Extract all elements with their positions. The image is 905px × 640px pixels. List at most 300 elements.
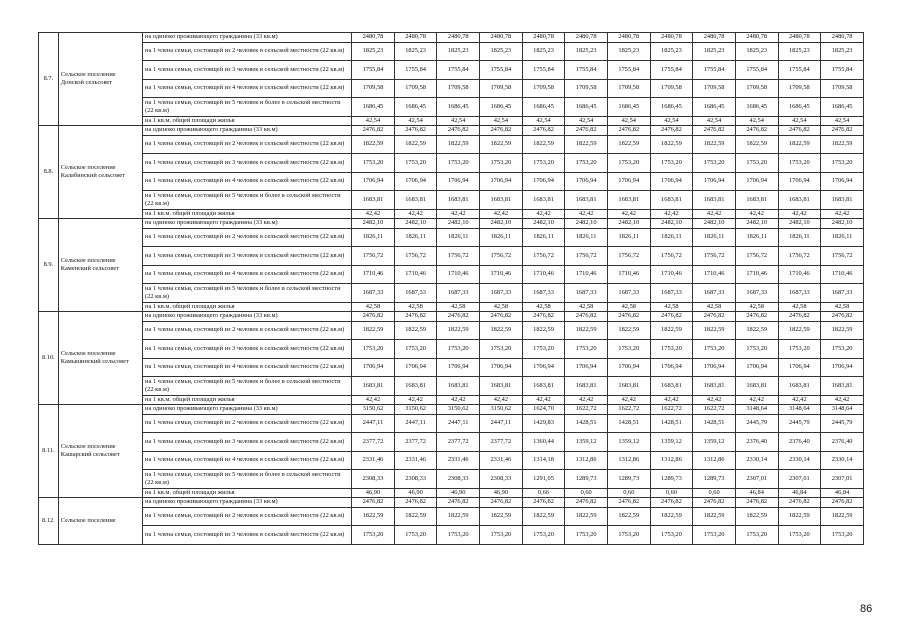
rate-value-cell: 2476,82 bbox=[565, 498, 608, 508]
rate-value-cell: 1687,33 bbox=[607, 284, 650, 303]
rate-value-cell: 2445,79 bbox=[821, 414, 864, 433]
rate-value-cell: 1822,59 bbox=[437, 507, 480, 526]
rate-value-cell: 1706,94 bbox=[735, 172, 778, 191]
rate-value-cell: 1755,84 bbox=[607, 61, 650, 80]
rate-value-cell: 1686,45 bbox=[693, 98, 736, 117]
rate-value-cell: 42,42 bbox=[565, 209, 608, 219]
rate-value-cell: 42,54 bbox=[522, 116, 565, 126]
rate-value-cell: 1755,84 bbox=[565, 61, 608, 80]
rate-value-cell: 2377,72 bbox=[480, 433, 523, 452]
rate-value-cell: 2482,10 bbox=[480, 219, 523, 229]
row-description: на 1 члена семьи, состоящей из 5 человек и более в сельской местности (22 кв.м) bbox=[143, 284, 352, 303]
rate-value-cell: 1709,58 bbox=[437, 79, 480, 98]
rate-value-cell: 2307,01 bbox=[735, 470, 778, 489]
rate-value-cell: 2307,01 bbox=[821, 470, 864, 489]
rate-value-cell: 1822,59 bbox=[394, 321, 437, 340]
table-row bbox=[39, 209, 864, 219]
table-row bbox=[39, 498, 864, 508]
rate-value-cell: 1710,46 bbox=[437, 265, 480, 284]
table-row bbox=[39, 219, 864, 229]
rate-value-cell: 46,84 bbox=[735, 488, 778, 498]
rate-value-cell: 1312,86 bbox=[607, 451, 650, 470]
rate-value-cell: 1822,59 bbox=[480, 507, 523, 526]
settlement-name: Сельское поселение Камышинский сельсовет bbox=[58, 312, 142, 405]
row-description: на 1 члена семьи, состоящей из 2 человек в сельской местности (22 кв.м) bbox=[143, 414, 352, 433]
rate-value-cell: 1822,59 bbox=[607, 507, 650, 526]
rate-value-cell: 1709,58 bbox=[693, 79, 736, 98]
rate-value-cell: 2476,82 bbox=[522, 126, 565, 136]
rate-value-cell: 42,54 bbox=[607, 116, 650, 126]
rate-value-cell: 2480,78 bbox=[565, 33, 608, 43]
rate-value-cell: 42,42 bbox=[735, 395, 778, 405]
rate-value-cell: 1826,11 bbox=[480, 228, 523, 247]
table-row bbox=[39, 135, 864, 154]
rate-value-cell: 1753,20 bbox=[778, 340, 821, 359]
rate-value-cell: 1706,94 bbox=[778, 358, 821, 377]
rate-value-cell: 42,42 bbox=[650, 395, 693, 405]
row-description: на 1 члена семьи, состоящей из 3 человек в сельской местности (22 кв.м) bbox=[143, 526, 352, 545]
rate-value-cell: 1753,20 bbox=[522, 154, 565, 173]
rate-value-cell: 2476,82 bbox=[394, 126, 437, 136]
rate-value-cell: 2330,14 bbox=[778, 451, 821, 470]
rate-value-cell: 1753,20 bbox=[735, 340, 778, 359]
rate-value-cell: 3148,64 bbox=[735, 405, 778, 415]
rate-value-cell: 1706,94 bbox=[394, 358, 437, 377]
rate-value-cell: 1753,20 bbox=[607, 526, 650, 545]
rate-value-cell: 2482,10 bbox=[693, 219, 736, 229]
rate-value-cell: 1710,46 bbox=[607, 265, 650, 284]
rate-value-cell: 1687,33 bbox=[522, 284, 565, 303]
rate-value-cell: 1706,94 bbox=[821, 358, 864, 377]
rate-value-cell: 1755,84 bbox=[650, 61, 693, 80]
rate-value-cell: 3150,62 bbox=[480, 405, 523, 415]
table-row bbox=[39, 451, 864, 470]
rate-value-cell: 42,54 bbox=[693, 116, 736, 126]
rate-value-cell: 42,42 bbox=[394, 395, 437, 405]
rate-value-cell: 1755,84 bbox=[480, 61, 523, 80]
rate-value-cell: 1709,58 bbox=[778, 79, 821, 98]
rate-value-cell: 1683,81 bbox=[650, 191, 693, 210]
rate-value-cell: 1687,33 bbox=[821, 284, 864, 303]
rate-value-cell: 1683,81 bbox=[352, 377, 395, 396]
rate-value-cell: 42,42 bbox=[437, 395, 480, 405]
rate-value-cell: 3150,62 bbox=[394, 405, 437, 415]
rate-value-cell: 1706,94 bbox=[565, 172, 608, 191]
rate-value-cell: 42,58 bbox=[352, 302, 395, 312]
rate-value-cell: 1825,23 bbox=[565, 42, 608, 61]
rate-value-cell: 46,90 bbox=[480, 488, 523, 498]
rate-value-cell: 1686,45 bbox=[480, 98, 523, 117]
tariff-table-page bbox=[38, 32, 864, 545]
row-description: на 1 члена семьи, состоящей из 2 человек в сельской местности (22 кв.м) bbox=[143, 135, 352, 154]
rate-value-cell: 42,54 bbox=[735, 116, 778, 126]
row-description: на 1 члена семьи, состоящей из 5 человек и более в сельской местности (22 кв.м) bbox=[143, 191, 352, 210]
rate-value-cell: 1753,20 bbox=[821, 340, 864, 359]
rate-value-cell: 1753,20 bbox=[394, 154, 437, 173]
rate-value-cell: 2480,78 bbox=[522, 33, 565, 43]
page-number: 86 bbox=[860, 603, 873, 615]
rate-value-cell: 42,58 bbox=[394, 302, 437, 312]
rate-value-cell: 1706,94 bbox=[480, 358, 523, 377]
rate-value-cell: 1706,94 bbox=[522, 172, 565, 191]
rate-value-cell: 1359,12 bbox=[693, 433, 736, 452]
rate-value-cell: 2476,82 bbox=[352, 312, 395, 322]
rate-value-cell: 2480,78 bbox=[821, 33, 864, 43]
rate-value-cell: 42,54 bbox=[437, 116, 480, 126]
table-row bbox=[39, 33, 864, 43]
rate-value-cell: 1687,33 bbox=[437, 284, 480, 303]
rate-value-cell: 2482,10 bbox=[778, 219, 821, 229]
rate-value-cell: 46,90 bbox=[394, 488, 437, 498]
rate-value-cell: 1756,72 bbox=[565, 247, 608, 266]
rate-value-cell: 2445,79 bbox=[735, 414, 778, 433]
rate-value-cell: 2476,82 bbox=[437, 498, 480, 508]
rate-value-cell: 1710,46 bbox=[650, 265, 693, 284]
rate-value-cell: 2476,82 bbox=[693, 312, 736, 322]
rate-value-cell: 2480,78 bbox=[437, 33, 480, 43]
row-description: на одиноко проживающего гражданина (33 кв.м) bbox=[143, 312, 352, 322]
rate-value-cell: 1756,72 bbox=[394, 247, 437, 266]
row-description: на 1 члена семьи, состоящей из 5 человек и более в сельской местности (22 кв.м) bbox=[143, 377, 352, 396]
rate-value-cell: 42,42 bbox=[650, 209, 693, 219]
settlement-name: Сельское поселение bbox=[58, 498, 142, 545]
rate-value-cell: 1706,94 bbox=[735, 358, 778, 377]
rate-value-cell: 1683,81 bbox=[480, 377, 523, 396]
table-row bbox=[39, 340, 864, 359]
rate-value-cell: 1709,58 bbox=[565, 79, 608, 98]
rate-value-cell: 1686,45 bbox=[821, 98, 864, 117]
rate-value-cell: 1822,59 bbox=[693, 135, 736, 154]
rate-value-cell: 1755,84 bbox=[778, 61, 821, 80]
rate-value-cell: 1753,20 bbox=[352, 154, 395, 173]
rate-value-cell: 2482,10 bbox=[352, 219, 395, 229]
rate-value-cell: 2476,82 bbox=[522, 498, 565, 508]
row-description: на 1 кв.м. общей площади жилья bbox=[143, 209, 352, 219]
rate-value-cell: 42,58 bbox=[778, 302, 821, 312]
rate-value-cell: 42,42 bbox=[821, 209, 864, 219]
rate-value-cell: 1825,23 bbox=[735, 42, 778, 61]
rate-value-cell: 42,58 bbox=[693, 302, 736, 312]
rate-value-cell: 42,54 bbox=[480, 116, 523, 126]
rate-value-cell: 3148,64 bbox=[821, 405, 864, 415]
table-row bbox=[39, 98, 864, 117]
rate-value-cell: 2476,82 bbox=[607, 312, 650, 322]
rate-value-cell: 1709,58 bbox=[522, 79, 565, 98]
rate-value-cell: 1826,11 bbox=[394, 228, 437, 247]
row-description: на 1 члена семьи, состоящей из 2 человек в сельской местности (22 кв.м) bbox=[143, 507, 352, 526]
rate-value-cell: 2308,33 bbox=[352, 470, 395, 489]
rate-value-cell: 42,42 bbox=[480, 395, 523, 405]
table-row bbox=[39, 126, 864, 136]
table-row bbox=[39, 377, 864, 396]
rate-value-cell: 1753,20 bbox=[394, 526, 437, 545]
rate-value-cell: 1753,20 bbox=[480, 340, 523, 359]
rate-value-cell: 42,54 bbox=[394, 116, 437, 126]
rate-value-cell: 1687,33 bbox=[565, 284, 608, 303]
rate-value-cell: 42,42 bbox=[778, 395, 821, 405]
rate-value-cell: 1753,20 bbox=[650, 154, 693, 173]
rate-value-cell: 42,42 bbox=[693, 395, 736, 405]
rate-value-cell: 2480,78 bbox=[735, 33, 778, 43]
rate-value-cell: 1756,72 bbox=[437, 247, 480, 266]
rate-value-cell: 1753,20 bbox=[778, 154, 821, 173]
rate-value-cell: 1710,46 bbox=[693, 265, 736, 284]
rate-value-cell: 2482,10 bbox=[650, 219, 693, 229]
rate-value-cell: 1826,11 bbox=[650, 228, 693, 247]
rate-value-cell: 1825,23 bbox=[693, 42, 736, 61]
row-description: на 1 члена семьи, состоящей из 4 человек в сельской местности (22 кв.м) bbox=[143, 358, 352, 377]
rate-value-cell: 2307,01 bbox=[778, 470, 821, 489]
rate-value-cell: 1826,11 bbox=[352, 228, 395, 247]
table-row bbox=[39, 507, 864, 526]
rate-value-cell: 2482,10 bbox=[821, 219, 864, 229]
rate-value-cell: 1822,59 bbox=[735, 135, 778, 154]
rate-value-cell: 1686,45 bbox=[735, 98, 778, 117]
rate-value-cell: 2476,82 bbox=[565, 126, 608, 136]
rate-value-cell: 1753,20 bbox=[735, 526, 778, 545]
rate-value-cell: 1756,72 bbox=[607, 247, 650, 266]
rate-value-cell: 2308,33 bbox=[480, 470, 523, 489]
rate-value-cell: 42,54 bbox=[778, 116, 821, 126]
rate-value-cell: 2482,10 bbox=[437, 219, 480, 229]
rate-value-cell: 2376,40 bbox=[821, 433, 864, 452]
rate-value-cell: 1753,20 bbox=[522, 340, 565, 359]
rate-value-cell: 46,84 bbox=[821, 488, 864, 498]
row-description: на одиноко проживающего гражданина (33 кв.м) bbox=[143, 33, 352, 43]
settlement-name: Сельское поселение Донской сельсовет bbox=[58, 33, 142, 126]
rate-value-cell: 1683,81 bbox=[778, 191, 821, 210]
rate-value-cell: 2447,11 bbox=[437, 414, 480, 433]
rate-value-cell: 1687,33 bbox=[778, 284, 821, 303]
rate-value-cell: 42,58 bbox=[821, 302, 864, 312]
rate-value-cell: 1710,46 bbox=[778, 265, 821, 284]
row-description: на 1 члена семьи, состоящей из 4 человек в сельской местности (22 кв.м) bbox=[143, 172, 352, 191]
rate-value-cell: 1822,59 bbox=[735, 507, 778, 526]
rate-value-cell: 1706,94 bbox=[607, 172, 650, 191]
rate-value-cell: 46,90 bbox=[352, 488, 395, 498]
rate-value-cell: 42,42 bbox=[565, 395, 608, 405]
rate-value-cell: 1706,94 bbox=[394, 172, 437, 191]
rate-value-cell: 2480,78 bbox=[394, 33, 437, 43]
rate-value-cell: 2476,82 bbox=[437, 312, 480, 322]
rate-value-cell: 2476,82 bbox=[394, 498, 437, 508]
table-row bbox=[39, 172, 864, 191]
rate-value-cell: 1822,59 bbox=[565, 507, 608, 526]
rate-value-cell: 1709,58 bbox=[735, 79, 778, 98]
rate-value-cell: 1710,46 bbox=[394, 265, 437, 284]
row-description: на 1 члена семьи, состоящей из 4 человек в сельской местности (22 кв.м) bbox=[143, 265, 352, 284]
rate-value-cell: 42,58 bbox=[522, 302, 565, 312]
table-row bbox=[39, 116, 864, 126]
rate-value-cell: 2377,72 bbox=[352, 433, 395, 452]
rate-value-cell: 2447,11 bbox=[394, 414, 437, 433]
rate-value-cell: 1359,12 bbox=[650, 433, 693, 452]
rate-value-cell: 1822,59 bbox=[522, 507, 565, 526]
rate-value-cell: 1753,20 bbox=[821, 154, 864, 173]
rate-value-cell: 42,54 bbox=[565, 116, 608, 126]
rate-value-cell: 1706,94 bbox=[565, 358, 608, 377]
rate-value-cell: 1312,86 bbox=[565, 451, 608, 470]
rate-value-cell: 1686,45 bbox=[565, 98, 608, 117]
rate-value-cell: 1756,72 bbox=[778, 247, 821, 266]
rate-value-cell: 0,60 bbox=[693, 488, 736, 498]
rate-value-cell: 1753,20 bbox=[565, 526, 608, 545]
rate-value-cell: 1360,44 bbox=[522, 433, 565, 452]
rate-value-cell: 1755,84 bbox=[522, 61, 565, 80]
rate-value-cell: 1687,33 bbox=[693, 284, 736, 303]
rate-value-cell: 2308,33 bbox=[437, 470, 480, 489]
rate-value-cell: 42,58 bbox=[480, 302, 523, 312]
rate-value-cell: 1753,20 bbox=[352, 340, 395, 359]
rate-value-cell: 1755,84 bbox=[693, 61, 736, 80]
rate-value-cell: 0,60 bbox=[650, 488, 693, 498]
rate-value-cell: 42,42 bbox=[480, 209, 523, 219]
rate-value-cell: 1706,94 bbox=[650, 358, 693, 377]
table-row bbox=[39, 284, 864, 303]
table-row bbox=[39, 405, 864, 415]
rate-value-cell: 2476,82 bbox=[480, 498, 523, 508]
rate-value-cell: 1289,73 bbox=[650, 470, 693, 489]
rate-value-cell: 1822,59 bbox=[565, 321, 608, 340]
rate-value-cell: 2445,79 bbox=[778, 414, 821, 433]
rate-value-cell: 1686,45 bbox=[352, 98, 395, 117]
rate-value-cell: 1312,86 bbox=[650, 451, 693, 470]
rate-value-cell: 2480,78 bbox=[650, 33, 693, 43]
rate-value-cell: 1822,59 bbox=[480, 321, 523, 340]
table-row bbox=[39, 414, 864, 433]
rate-value-cell: 1683,81 bbox=[394, 191, 437, 210]
rate-value-cell: 2480,78 bbox=[352, 33, 395, 43]
rate-value-cell: 1706,94 bbox=[650, 172, 693, 191]
rate-value-cell: 1683,81 bbox=[480, 191, 523, 210]
rate-value-cell: 2476,82 bbox=[352, 126, 395, 136]
rate-value-cell: 2476,82 bbox=[821, 498, 864, 508]
rate-value-cell: 2476,82 bbox=[650, 498, 693, 508]
rate-value-cell: 1826,11 bbox=[522, 228, 565, 247]
rate-value-cell: 3150,62 bbox=[437, 405, 480, 415]
table-row bbox=[39, 265, 864, 284]
rate-value-cell: 1753,20 bbox=[650, 526, 693, 545]
table-row bbox=[39, 302, 864, 312]
rate-value-cell: 1359,12 bbox=[565, 433, 608, 452]
rate-value-cell: 1755,84 bbox=[821, 61, 864, 80]
rate-value-cell: 42,42 bbox=[693, 209, 736, 219]
table-row bbox=[39, 358, 864, 377]
rate-value-cell: 2331,46 bbox=[352, 451, 395, 470]
rate-value-cell: 1428,51 bbox=[565, 414, 608, 433]
rate-value-cell: 2476,82 bbox=[437, 126, 480, 136]
rate-value-cell: 1753,20 bbox=[735, 154, 778, 173]
rate-value-cell: 2476,82 bbox=[607, 498, 650, 508]
rate-value-cell: 1706,94 bbox=[352, 358, 395, 377]
rate-value-cell: 1753,20 bbox=[607, 154, 650, 173]
rate-value-cell: 1709,58 bbox=[821, 79, 864, 98]
section-number: 8.11. bbox=[39, 405, 59, 498]
row-description: на одиноко проживающего гражданина (33 кв.м) bbox=[143, 498, 352, 508]
rate-value-cell: 1822,59 bbox=[607, 135, 650, 154]
rate-value-cell: 1686,45 bbox=[650, 98, 693, 117]
table-row bbox=[39, 488, 864, 498]
row-description: на 1 кв.м. общей площади жилья bbox=[143, 116, 352, 126]
rate-value-cell: 1706,94 bbox=[693, 358, 736, 377]
rate-value-cell: 1683,81 bbox=[437, 377, 480, 396]
rate-value-cell: 42,58 bbox=[650, 302, 693, 312]
rate-value-cell: 1826,11 bbox=[821, 228, 864, 247]
section-number: 8.10. bbox=[39, 312, 59, 405]
row-description: на 1 члена семьи, состоящей из 3 человек в сельской местности (22 кв.м) bbox=[143, 433, 352, 452]
rate-value-cell: 1709,58 bbox=[394, 79, 437, 98]
row-description: на 1 члена семьи, состоящей из 4 человек в сельской местности (22 кв.м) bbox=[143, 451, 352, 470]
rate-value-cell: 2476,82 bbox=[778, 126, 821, 136]
rate-value-cell: 1822,59 bbox=[522, 321, 565, 340]
rate-value-cell: 1289,73 bbox=[607, 470, 650, 489]
settlement-name: Сельское поселение Каменский сельсовет bbox=[58, 219, 142, 312]
rate-value-cell: 42,42 bbox=[522, 395, 565, 405]
rate-value-cell: 1822,59 bbox=[437, 135, 480, 154]
rate-value-cell: 1312,86 bbox=[693, 451, 736, 470]
rate-value-cell: 2476,82 bbox=[650, 312, 693, 322]
rate-value-cell: 1755,84 bbox=[437, 61, 480, 80]
rate-value-cell: 1825,23 bbox=[650, 42, 693, 61]
rate-value-cell: 1756,72 bbox=[352, 247, 395, 266]
rate-value-cell: 2476,82 bbox=[352, 498, 395, 508]
rate-value-cell: 1822,59 bbox=[650, 135, 693, 154]
rate-value-cell: 1753,20 bbox=[693, 340, 736, 359]
rate-value-cell: 1710,46 bbox=[735, 265, 778, 284]
rate-value-cell: 1683,81 bbox=[565, 191, 608, 210]
rate-value-cell: 1822,59 bbox=[650, 321, 693, 340]
row-description: на 1 члена семьи, состоящей из 3 человек в сельской местности (22 кв.м) bbox=[143, 247, 352, 266]
table-row bbox=[39, 79, 864, 98]
rate-value-cell: 2482,10 bbox=[522, 219, 565, 229]
rate-value-cell: 1822,59 bbox=[565, 135, 608, 154]
rate-value-cell: 2476,82 bbox=[821, 126, 864, 136]
rate-value-cell: 42,58 bbox=[607, 302, 650, 312]
rate-value-cell: 1710,46 bbox=[522, 265, 565, 284]
rate-value-cell: 1686,45 bbox=[522, 98, 565, 117]
rate-value-cell: 2330,14 bbox=[735, 451, 778, 470]
rate-value-cell: 1683,81 bbox=[693, 377, 736, 396]
rate-value-cell: 1683,81 bbox=[607, 191, 650, 210]
rate-value-cell: 0,66 bbox=[522, 488, 565, 498]
row-description: на 1 кв.м. общей площади жилья bbox=[143, 395, 352, 405]
row-description: на 1 кв.м. общей площади жилья bbox=[143, 488, 352, 498]
rate-value-cell: 1706,94 bbox=[821, 172, 864, 191]
rate-value-cell: 42,54 bbox=[352, 116, 395, 126]
rate-value-cell: 1822,59 bbox=[607, 321, 650, 340]
rate-value-cell: 46,90 bbox=[437, 488, 480, 498]
rate-value-cell: 1822,59 bbox=[352, 135, 395, 154]
rate-value-cell: 3148,64 bbox=[778, 405, 821, 415]
rate-value-cell: 2476,82 bbox=[480, 126, 523, 136]
rate-value-cell: 2476,82 bbox=[607, 126, 650, 136]
rate-value-cell: 42,42 bbox=[522, 209, 565, 219]
section-number: 8.8. bbox=[39, 126, 59, 219]
table-row bbox=[39, 321, 864, 340]
rate-value-cell: 1755,84 bbox=[735, 61, 778, 80]
rate-value-cell: 42,58 bbox=[735, 302, 778, 312]
rate-value-cell: 1710,46 bbox=[352, 265, 395, 284]
rate-value-cell: 1756,72 bbox=[522, 247, 565, 266]
table-row bbox=[39, 61, 864, 80]
rate-value-cell: 2476,82 bbox=[821, 312, 864, 322]
rate-value-cell: 1825,23 bbox=[607, 42, 650, 61]
rate-value-cell: 1683,81 bbox=[522, 191, 565, 210]
rate-value-cell: 1683,81 bbox=[522, 377, 565, 396]
table-row bbox=[39, 228, 864, 247]
rate-value-cell: 1687,33 bbox=[650, 284, 693, 303]
rate-value-cell: 1709,58 bbox=[352, 79, 395, 98]
